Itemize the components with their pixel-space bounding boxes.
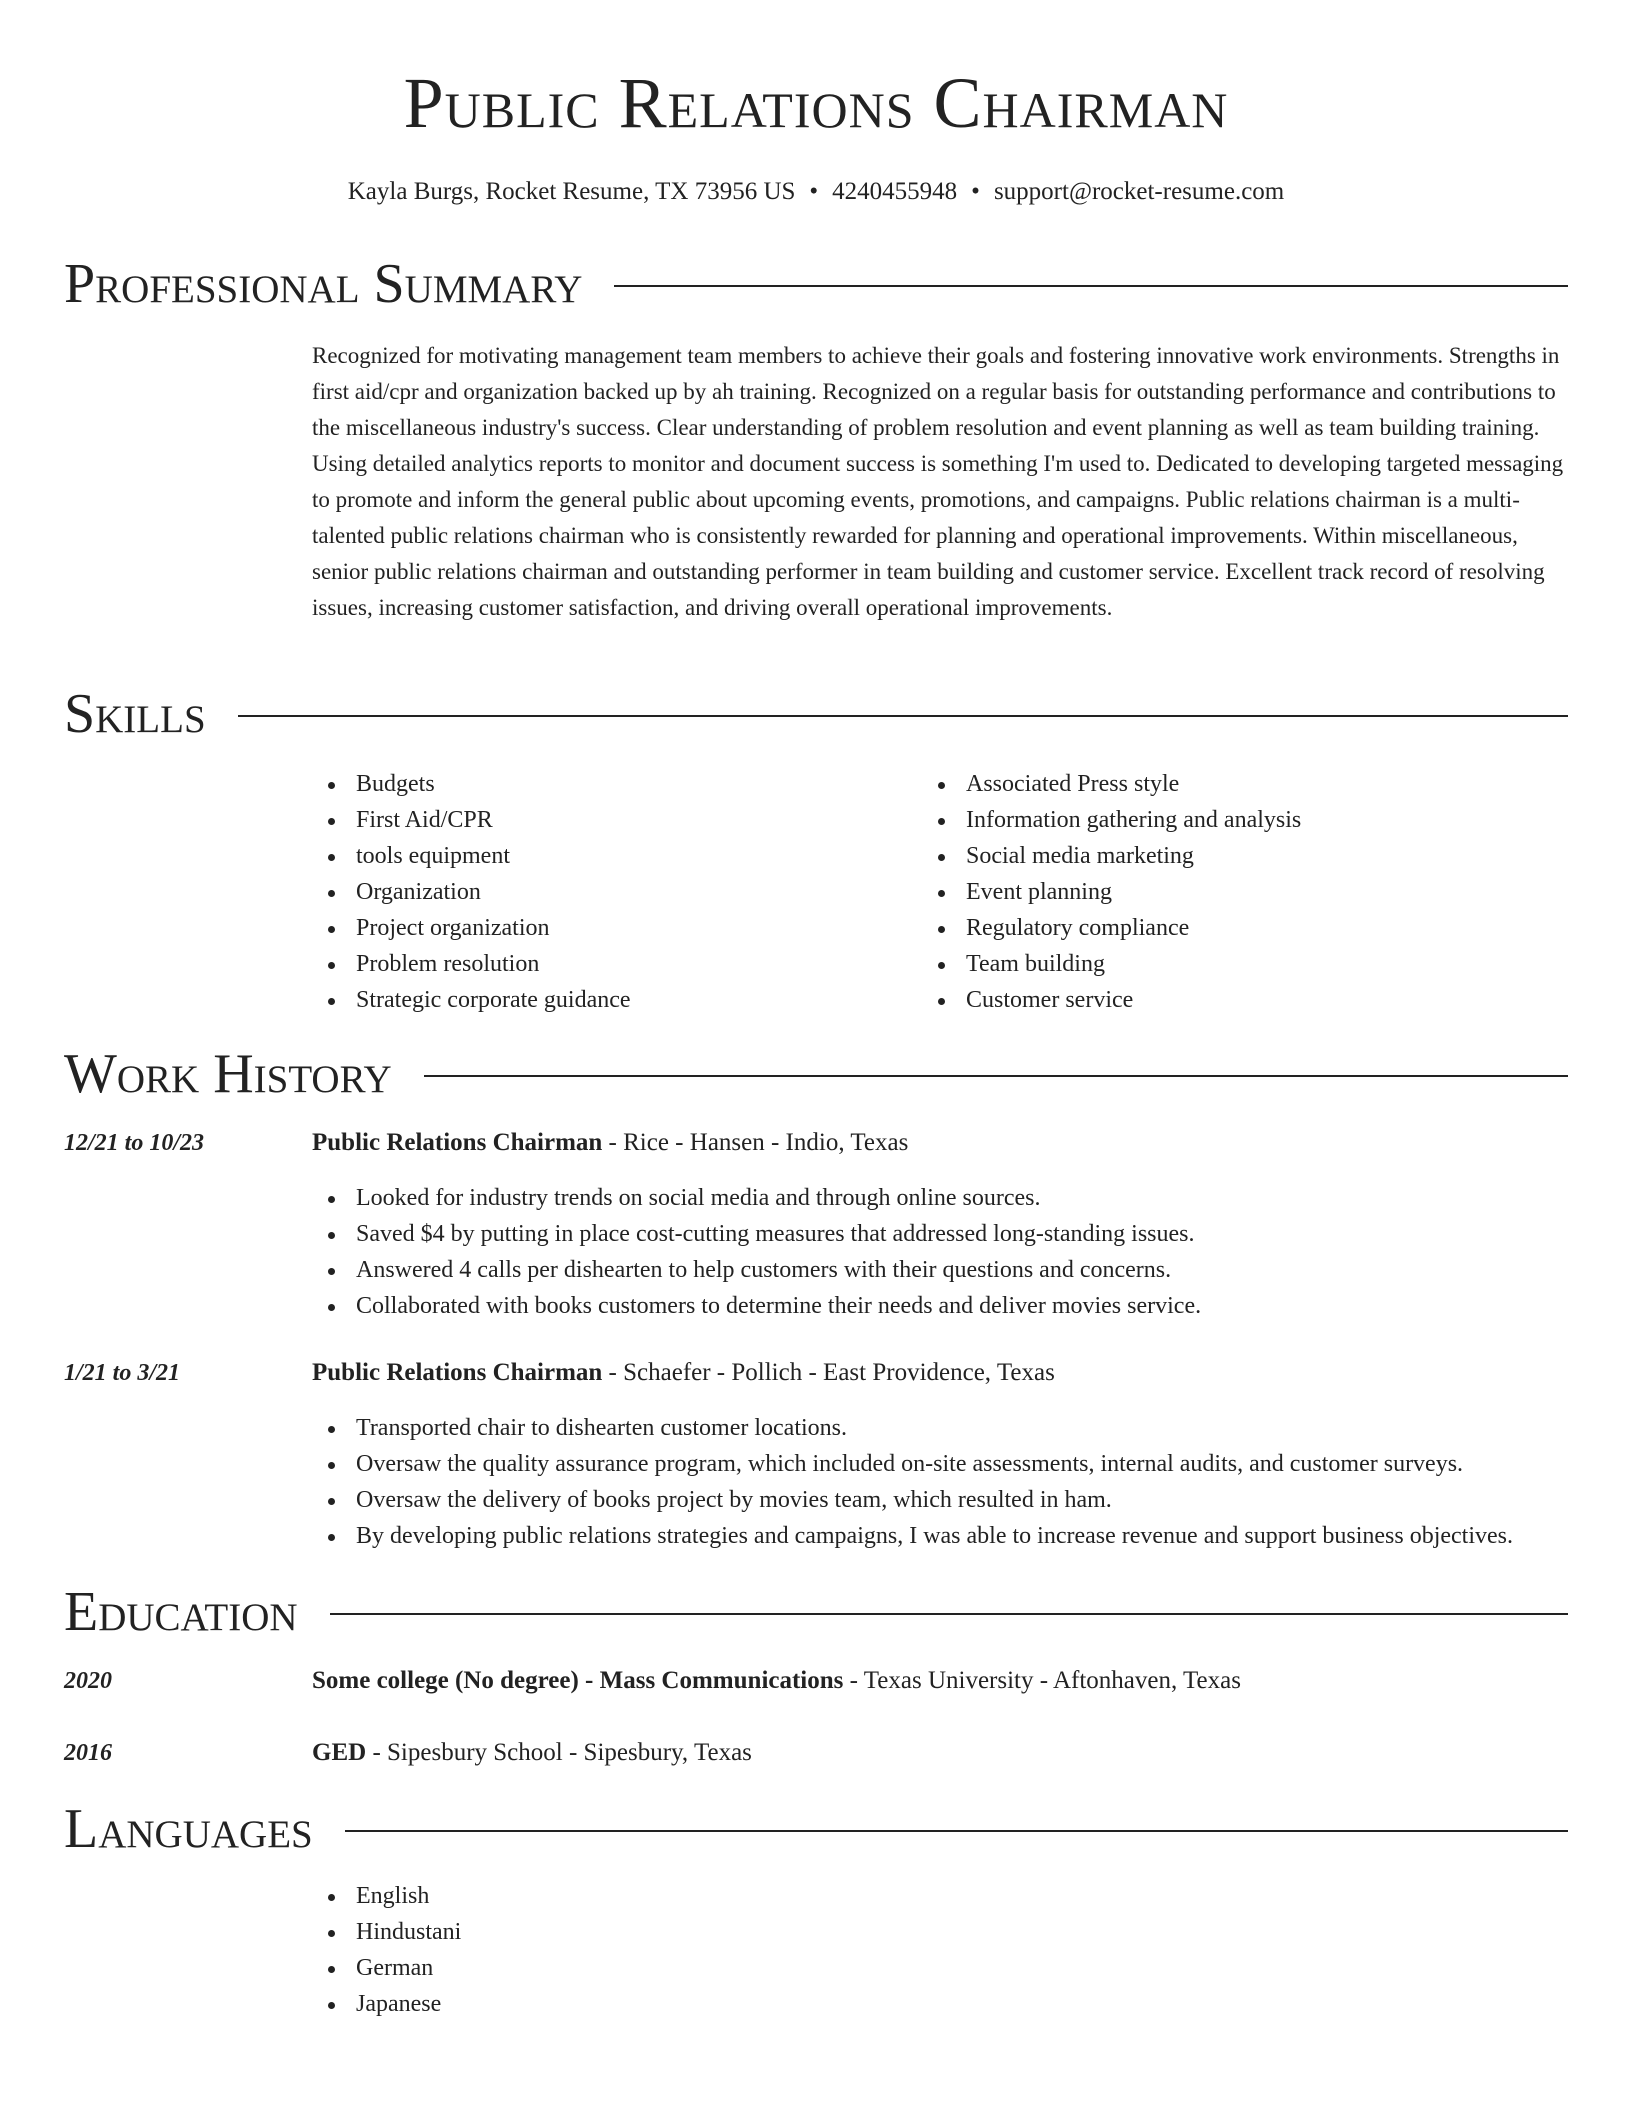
section-header-summary <box>64 252 1568 316</box>
section-title-work: Work History <box>64 1043 392 1105</box>
work-bullet: Answered 4 calls per dishearten to help customers with their questions and concerns. <box>312 1252 1592 1288</box>
skill-item: First Aid/CPR <box>312 802 912 838</box>
skill-item: Customer service <box>922 982 1522 1018</box>
contact-separator: • <box>809 178 819 205</box>
section-header-skills <box>64 682 1568 746</box>
skills-list-left <box>312 766 912 1018</box>
contact-email: support@rocket-resume.com <box>993 178 1285 205</box>
section-title-skills: Skills <box>64 683 206 745</box>
work-bullet: Oversaw the delivery of books project by movies team, which resulted in ham. <box>312 1482 1592 1518</box>
section-title-education: Education <box>64 1581 298 1643</box>
skill-item: tools equipment <box>312 838 912 874</box>
skill-item: Information gathering and analysis <box>922 802 1522 838</box>
section-divider <box>614 285 1568 287</box>
section-title-summary: Professional Summary <box>64 253 583 315</box>
section-header-education <box>64 1580 1568 1644</box>
section-title-languages: Languages <box>64 1798 313 1860</box>
work-bullet: Saved $4 by putting in place cost-cutting measures that addressed long-standing issues. <box>312 1216 1592 1252</box>
work-bullets <box>312 1410 1592 1554</box>
language-item: English <box>312 1878 912 1914</box>
skill-item: Problem resolution <box>312 946 912 982</box>
work-bullets <box>312 1180 1592 1324</box>
work-entry-title <box>312 1125 1568 1161</box>
skills-list-right <box>922 766 1522 1018</box>
skill-item: Social media marketing <box>922 838 1522 874</box>
language-item: Japanese <box>312 1986 912 2022</box>
skill-item: Organization <box>312 874 912 910</box>
education-details: - Texas University - Aftonhaven, Texas <box>843 1667 1241 1694</box>
work-role: Public Relations Chairman <box>312 1129 603 1156</box>
education-year: 2020 <box>64 1668 112 1694</box>
language-item: German <box>312 1950 912 1986</box>
education-year: 2016 <box>64 1740 112 1766</box>
education-degree: GED <box>312 1739 367 1766</box>
section-header-work <box>64 1042 1568 1106</box>
section-divider <box>238 715 1568 717</box>
skill-item: Project organization <box>312 910 912 946</box>
work-bullet: By developing public relations strategies and campaigns, I was able to increase revenue and support business objectives. <box>312 1518 1592 1554</box>
skill-item: Strategic corporate guidance <box>312 982 912 1018</box>
education-degree: Some college (No degree) - Mass Communications <box>312 1667 844 1694</box>
work-role: Public Relations Chairman <box>312 1359 603 1386</box>
work-details: - Schaefer - Pollich - East Providence, Texas <box>602 1359 1055 1386</box>
work-bullet: Collaborated with books customers to determine their needs and deliver movies service. <box>312 1288 1592 1324</box>
skill-item: Regulatory compliance <box>922 910 1522 946</box>
section-divider <box>345 1830 1568 1832</box>
skill-item: Associated Press style <box>922 766 1522 802</box>
work-bullet: Looked for industry trends on social media and through online sources. <box>312 1180 1592 1216</box>
work-dates: 12/21 to 10/23 <box>64 1130 205 1156</box>
work-dates: 1/21 to 3/21 <box>64 1360 181 1386</box>
skill-item: Team building <box>922 946 1522 982</box>
resume-title: Public Relations Chairman <box>403 63 1229 143</box>
contact-phone: 4240455948 <box>832 178 958 205</box>
work-bullet: Transported chair to dishearten customer locations. <box>312 1410 1592 1446</box>
education-entry <box>312 1735 1568 1771</box>
languages-list <box>312 1878 912 2022</box>
work-entry-title <box>312 1355 1568 1391</box>
contact-address: Kayla Burgs, Rocket Resume, TX 73956 US <box>347 178 796 205</box>
contact-separator: • <box>971 178 980 205</box>
summary-paragraph: Recognized for motivating management team members to achieve their goals and fostering innovative work environments. Strengths in first aid/cpr and organization backed up by ah training. Recognized on a regular basis for outstanding performance and contributions to the miscellaneous industry's success. Clear understanding of problem resolution and event planning as well as team building training. Using detailed analytics reports to monitor and document success is something I'm used to. Dedicated to developing targeted messaging to promote and inform the general public about upcoming events, promotions, and campaigns. Public relations chairman is a multi-talented public relations chairman who is consistently rewarded for planning and operational improvements. Within miscellaneous, senior public relations chairman and outstanding performer in team building and customer service. Excellent track record of resolving issues, increasing customer satisfaction, and driving overall operational improvements. <box>312 343 1564 620</box>
contact-line <box>0 176 1632 208</box>
language-item: Hindustani <box>312 1914 912 1950</box>
work-bullet: Oversaw the quality assurance program, which included on-site assessments, internal audits, and customer surveys. <box>312 1446 1592 1482</box>
section-divider <box>424 1075 1568 1077</box>
education-entry <box>312 1663 1568 1699</box>
section-header-languages <box>64 1797 1568 1861</box>
skill-item: Budgets <box>312 766 912 802</box>
work-details: - Rice - Hansen - Indio, Texas <box>602 1129 909 1156</box>
section-divider <box>330 1613 1568 1615</box>
education-details: - Sipesbury School - Sipesbury, Texas <box>366 1739 752 1766</box>
skill-item: Event planning <box>922 874 1522 910</box>
